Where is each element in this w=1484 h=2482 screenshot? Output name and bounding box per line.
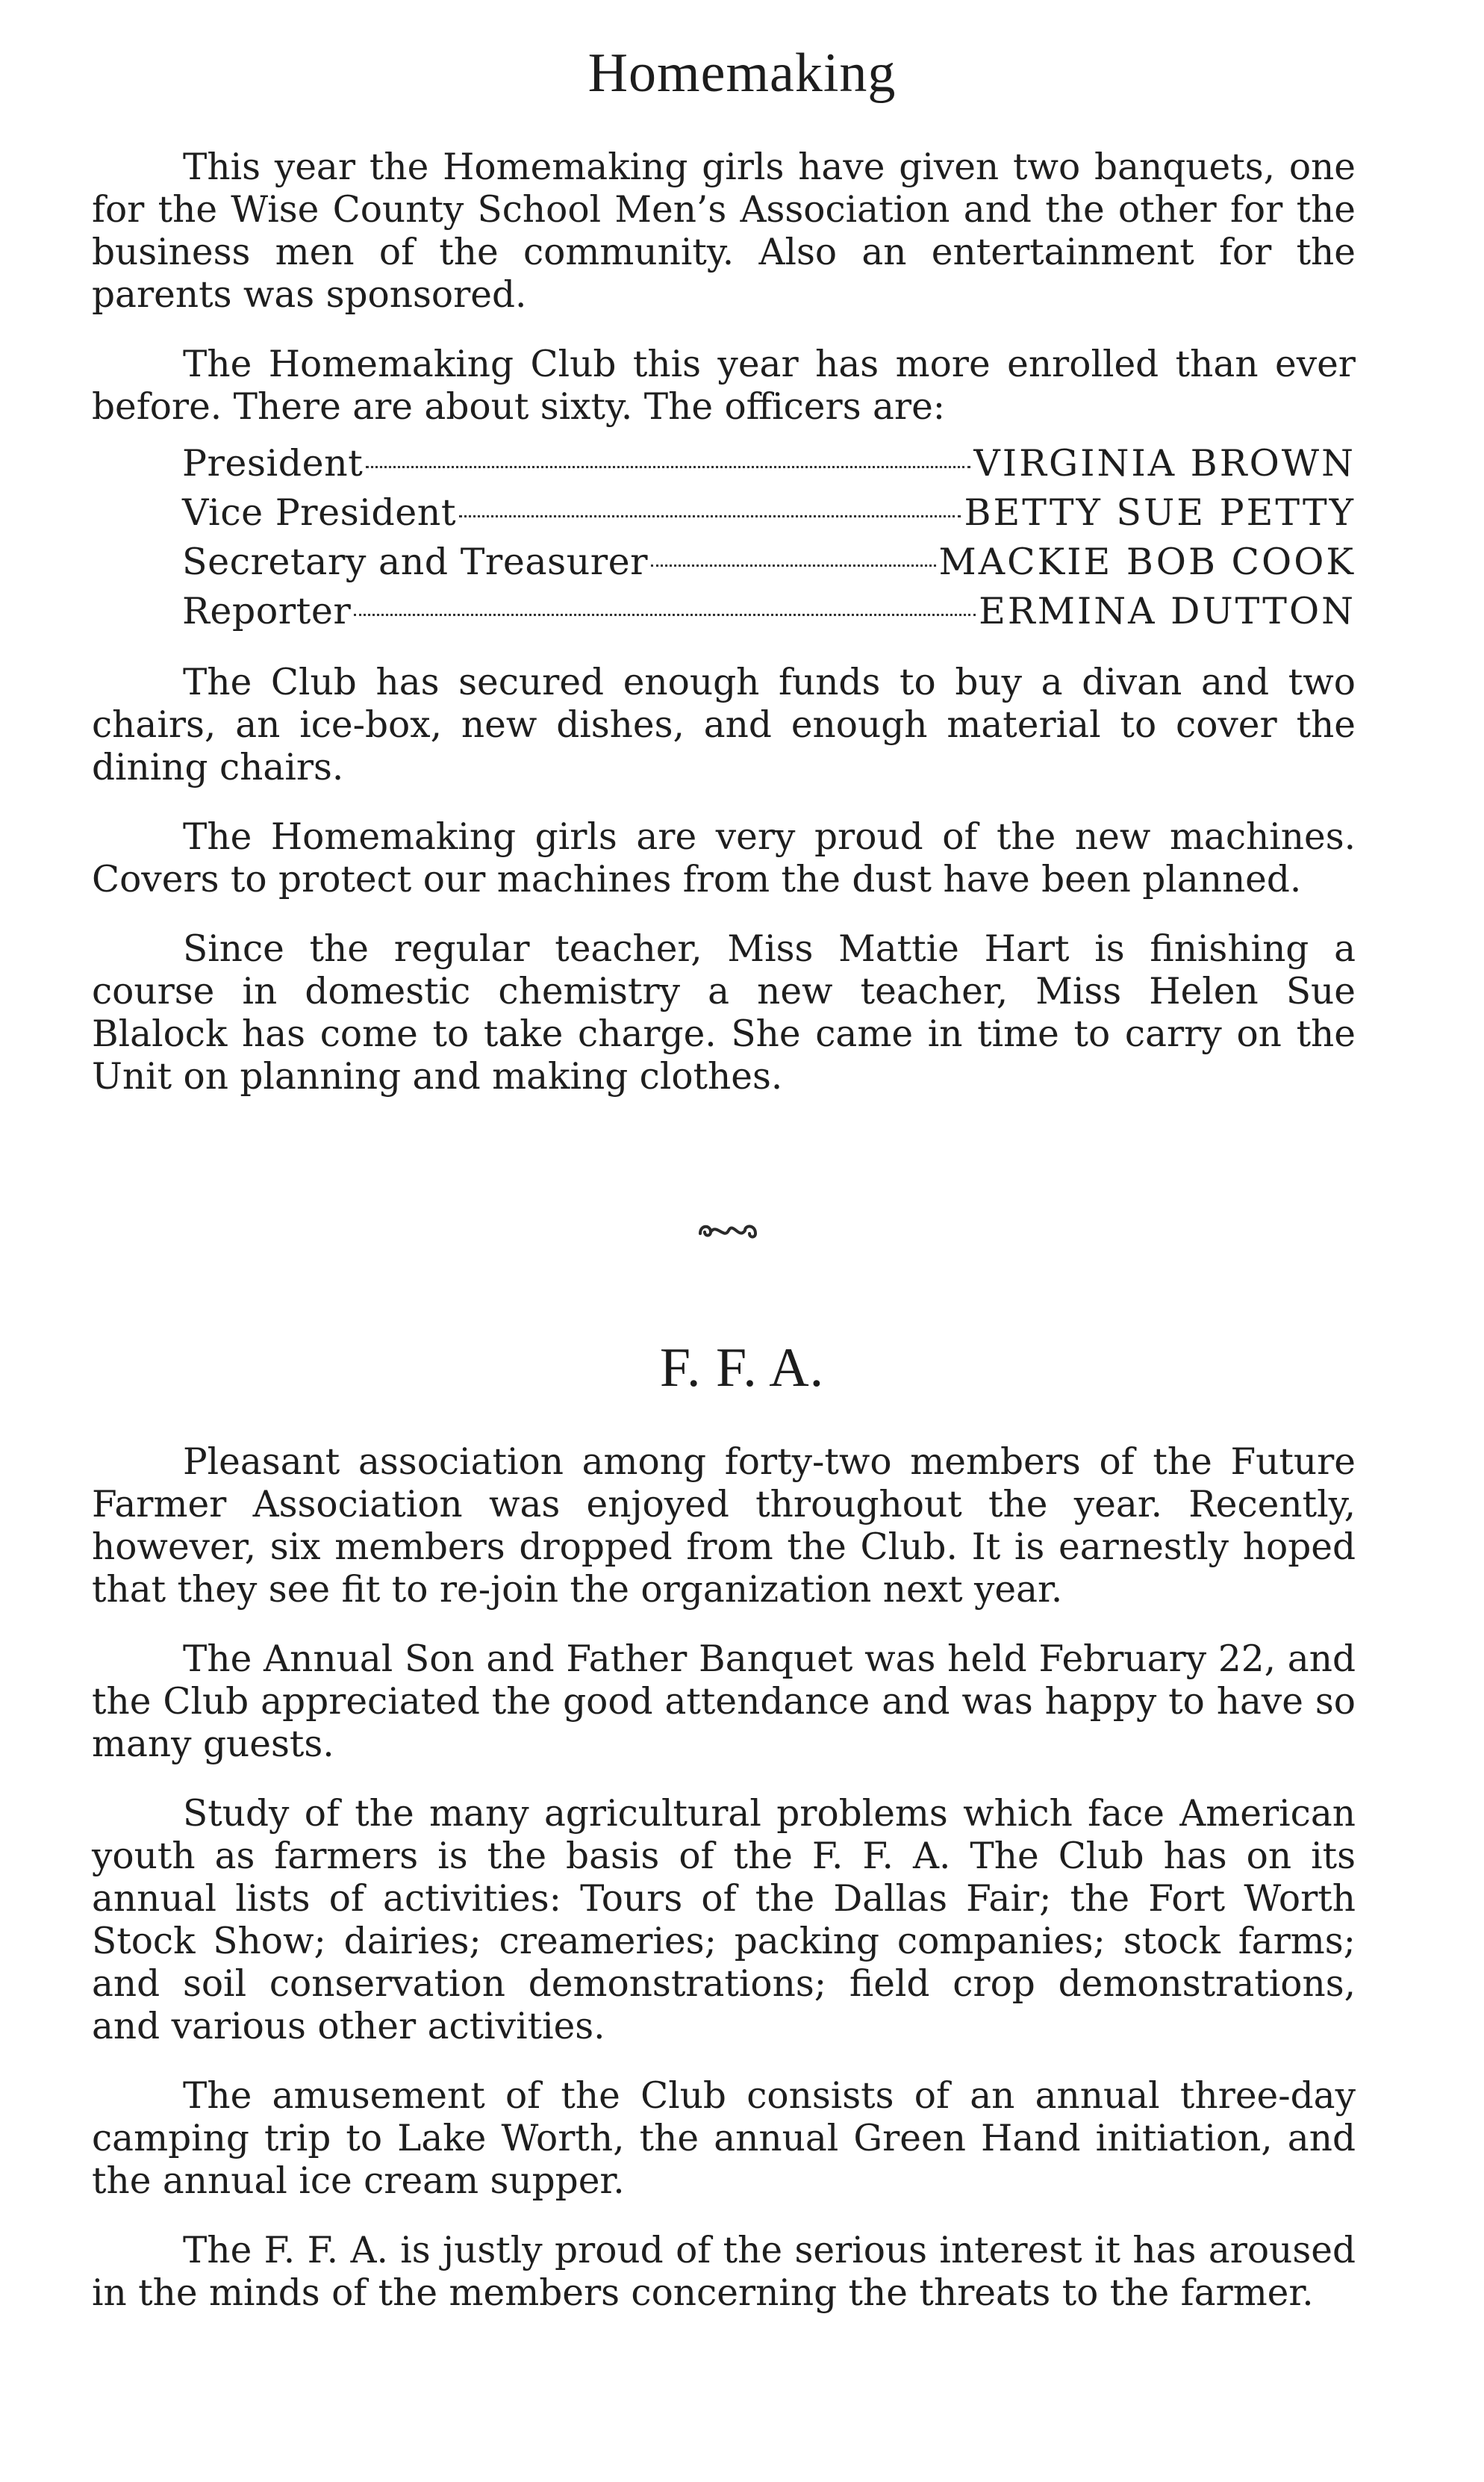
ffa-paragraph-1: Pleasant association among forty-two members of the Future Farmer Association was enjoyed throughout the year. Recently, however, six members dropped from the Club. It is earnestly hoped that they see fit to re-join the organization next year. [92,1441,1356,1611]
ffa-heading: F. F. A. [659,1337,825,1399]
officer-name: BETTY SUE PETTY [964,491,1356,534]
homemaking-paragraph-3: The Club has secured enough funds to buy a divan and two chairs, an ice-box, new dishes, and enough material to cover the dining chairs. [92,662,1356,789]
leader-dots [459,515,961,517]
leader-dots [366,466,970,468]
officers-list [182,442,1356,639]
officer-name: VIRGINIA BROWN [973,442,1356,485]
homemaking-paragraph-5: Since the regular teacher, Miss Mattie Hart is finishing a course in domestic chemistry a new teacher, Miss Helen Sue Blalock has come to take charge. She came in time to carry on the Unit on planning and making clothes. [92,928,1356,1098]
homemaking-body [92,662,1356,1098]
officer-name: ERMINA DUTTON [979,590,1356,632]
officer-name: MACKIE BOB COOK [938,541,1356,583]
ffa-paragraph-5: The F. F. A. is justly proud of the serious interest it has aroused in the minds of the members concerning the threats to the farmer. [92,2230,1356,2314]
homemaking-intro [92,146,1356,429]
leader-dots [354,614,976,616]
ffa-paragraph-4: The amusement of the Club consists of an annual three-day camping trip to Lake Worth, the annual Green Hand initiation, and the annual ice cream supper. [92,2075,1356,2202]
ffa-paragraph-2: The Annual Son and Father Banquet was held February 22, and the Club appreciated the good attendance and was happy to have so many guests. [92,1638,1356,1765]
officer-row [182,541,1356,590]
officer-row [182,442,1356,491]
leader-dots [651,564,935,567]
officer-title: President [182,442,364,485]
officer-title: Vice President [182,491,457,534]
ffa-body [92,1441,1356,2315]
officer-row [182,590,1356,639]
homemaking-heading: Homemaking [587,43,897,104]
officer-title: Reporter [182,590,352,632]
homemaking-paragraph-4: The Homemaking girls are very proud of the new machines. Covers to protect our machines from the dust have been planned. [92,816,1356,901]
homemaking-paragraph-1: This year the Homemaking girls have given two banquets, one for the Wise County School Men’s Association and the other for the business men of the community. Also an entertainment for the parents was sponsored. [92,146,1356,316]
ornament-divider-icon [694,1217,761,1244]
officer-row [182,491,1356,541]
ffa-paragraph-3: Study of the many agricultural problems which face American youth as farmers is the basis of the F. F. A. The Club has on its annual lists of activities: Tours of the Dallas Fair; the Fort Worth Stock Show; dairies; creameries; packing companies; stock farms; and soil conservation demonstrations; field crop demonstrations, and various other activities. [92,1793,1356,2047]
homemaking-paragraph-2: The Homemaking Club this year has more enrolled than ever before. There are about sixty. The officers are: [92,343,1356,428]
officer-title: Secretary and Treasurer [182,541,649,583]
